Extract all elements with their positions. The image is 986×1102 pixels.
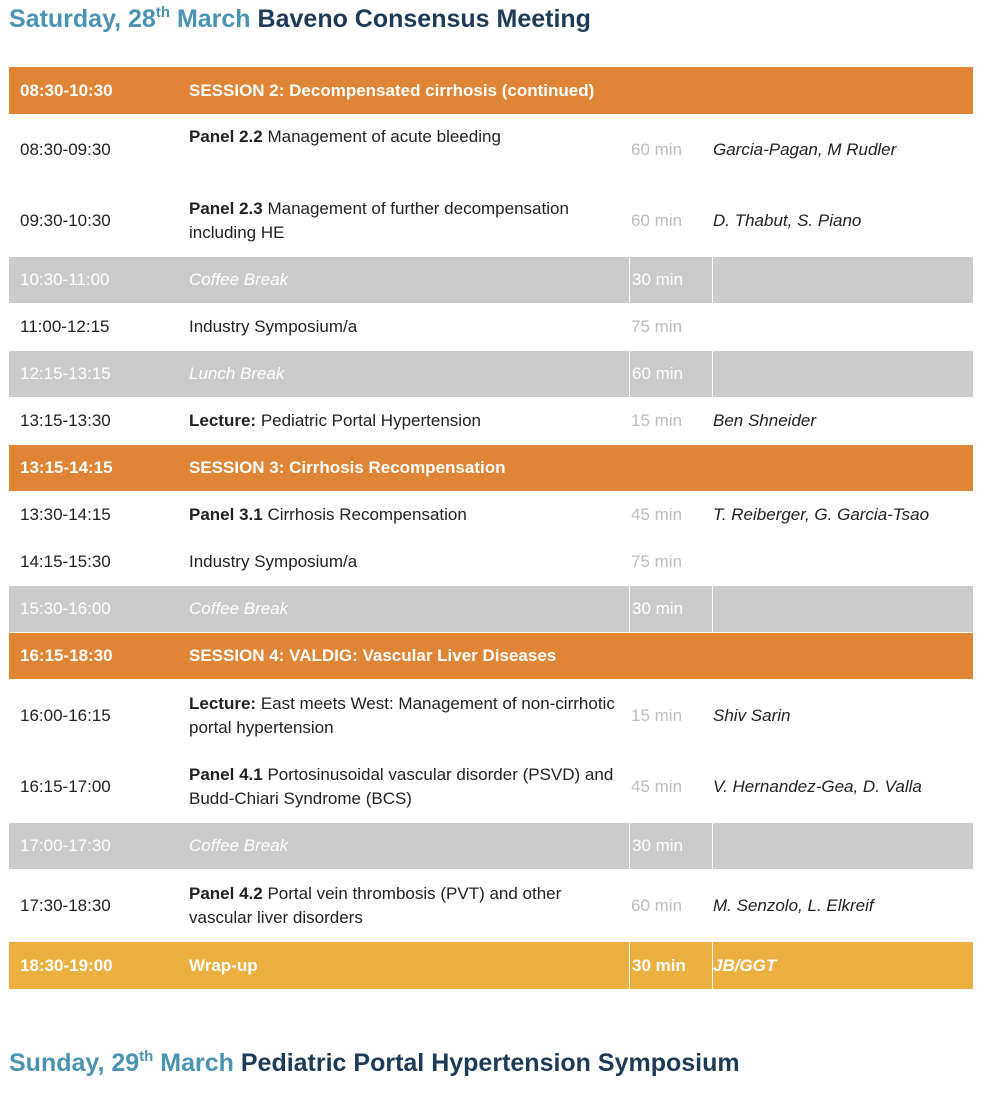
title-text: Management of further decompensation including HE <box>189 199 569 242</box>
schedule-row <box>9 680 973 752</box>
speakers-cell <box>713 870 973 941</box>
time-text: 16:00-16:15 <box>20 705 111 725</box>
speakers-cell <box>713 115 973 185</box>
speakers-cell <box>713 492 973 538</box>
duration-cell <box>631 539 711 585</box>
schedule-row <box>9 492 973 539</box>
break-row <box>9 351 973 398</box>
schedule-row <box>9 752 973 823</box>
time-cell <box>20 398 185 444</box>
time-cell <box>20 823 185 869</box>
speakers-cell <box>713 67 973 114</box>
duration-text: 30 min <box>632 836 684 855</box>
heading-event-title: Pediatric Portal Hypertension Symposium <box>240 1049 740 1077</box>
schedule-row <box>9 539 973 586</box>
title-cell <box>189 186 619 256</box>
duration-text: 30 min <box>632 599 684 618</box>
schedule-row <box>9 870 973 942</box>
title-text: Wrap-up <box>189 955 258 975</box>
title-cell <box>189 633 619 679</box>
wrap-up-row <box>9 942 973 990</box>
time-text: 08:30-09:30 <box>20 140 111 159</box>
duration-cell <box>629 942 713 989</box>
duration-cell <box>631 67 711 114</box>
duration-text: 15 min <box>631 411 683 430</box>
heading-day: Sunday, 29 <box>9 1049 140 1077</box>
duration-cell <box>629 351 713 397</box>
title-text: East meets West: Management of non-cirrhotic portal hypertension <box>189 693 615 737</box>
duration-cell <box>629 586 713 632</box>
title-text: Portosinusoidal vascular disorder (PSVD) and Budd-Chiari Syndrome (BCS) <box>189 765 614 808</box>
speakers-cell <box>713 398 973 444</box>
title-cell <box>189 257 619 303</box>
time-text: 17:00-17:30 <box>20 836 111 855</box>
speakers-cell <box>713 823 973 869</box>
title-text: SESSION 4: VALDIG: Vascular Liver Diseases <box>189 646 557 665</box>
schedule-row <box>9 304 973 351</box>
break-row <box>9 586 973 633</box>
time-text: 10:30-11:00 <box>20 270 110 289</box>
heading-event-title: Baveno Consensus Meeting <box>257 5 591 33</box>
time-cell <box>20 539 185 585</box>
heading-day: Saturday, 28 <box>9 5 156 33</box>
speakers-cell <box>713 186 973 256</box>
session-header-row <box>9 633 973 680</box>
speakers-cell <box>713 304 973 350</box>
schedule-table <box>9 67 973 990</box>
title-cell <box>189 351 619 397</box>
duration-cell <box>631 492 711 538</box>
title-prefix: Panel 3.1 <box>189 505 263 524</box>
speakers-cell <box>713 351 973 397</box>
time-text: 12:15-13:15 <box>20 364 111 383</box>
speakers-text: T. Reiberger, G. Garcia-Tsao <box>713 505 930 524</box>
time-cell <box>20 445 185 491</box>
duration-cell <box>631 870 711 941</box>
duration-cell <box>629 823 713 869</box>
time-text: 08:30-10:30 <box>20 80 113 100</box>
speakers-cell <box>713 445 973 491</box>
duration-cell <box>631 186 711 256</box>
duration-text: 30 min <box>632 955 686 975</box>
speakers-cell <box>713 633 973 679</box>
time-cell <box>20 257 185 303</box>
title-prefix: Panel 2.3 <box>189 199 263 218</box>
duration-text: 45 min <box>631 777 683 796</box>
duration-text: 60 min <box>632 364 684 383</box>
schedule-row <box>9 115 973 186</box>
time-cell <box>20 586 185 632</box>
duration-cell <box>631 680 711 751</box>
title-cell <box>189 398 619 444</box>
time-cell <box>20 680 185 751</box>
time-cell <box>20 870 185 941</box>
title-cell <box>189 823 619 869</box>
duration-text: 60 min <box>631 211 683 230</box>
duration-cell <box>631 445 711 491</box>
title-text: Coffee Break <box>189 836 289 855</box>
title-cell <box>189 680 619 751</box>
duration-cell <box>631 633 711 679</box>
heading-day-suffix: th <box>139 1048 154 1065</box>
title-text: Pediatric Portal Hypertension <box>260 411 481 430</box>
time-cell <box>20 942 185 989</box>
session-header-row <box>9 445 973 492</box>
speakers-cell <box>713 680 973 751</box>
title-prefix: Panel 4.1 <box>189 765 263 784</box>
duration-text: 75 min <box>631 552 683 571</box>
duration-cell <box>631 398 711 444</box>
time-text: 13:30-14:15 <box>20 505 111 524</box>
duration-cell <box>631 115 711 185</box>
session-header-row <box>9 67 973 115</box>
title-cell <box>189 586 619 632</box>
speakers-text: M. Senzolo, L. Elkreif <box>713 895 874 915</box>
break-row <box>9 823 973 870</box>
title-text: Coffee Break <box>189 599 289 618</box>
duration-cell <box>631 304 711 350</box>
time-text: 18:30-19:00 <box>20 955 113 975</box>
title-cell <box>189 67 619 114</box>
speakers-cell <box>713 752 973 822</box>
time-cell <box>20 186 185 256</box>
title-text: SESSION 2: Decompensated cirrhosis (continued) <box>189 80 595 100</box>
duration-text: 45 min <box>631 505 683 524</box>
speakers-text: V. Hernandez-Gea, D. Valla <box>713 777 922 796</box>
title-prefix: Lecture: <box>189 693 257 713</box>
time-cell <box>20 304 185 350</box>
title-text: SESSION 3: Cirrhosis Recompensation <box>189 458 506 477</box>
heading-day-suffix: th <box>155 4 170 21</box>
heading-month: March <box>170 5 251 33</box>
break-row <box>9 257 973 304</box>
time-cell <box>20 752 185 822</box>
title-cell <box>189 539 619 585</box>
time-cell <box>20 492 185 538</box>
speakers-cell <box>713 257 973 303</box>
time-cell <box>20 67 185 114</box>
speakers-text: Shiv Sarin <box>713 705 791 725</box>
schedule-row <box>9 398 973 445</box>
title-cell <box>189 492 619 538</box>
time-cell <box>20 115 185 185</box>
speakers-cell <box>713 942 973 989</box>
title-text: Cirrhosis Recompensation <box>267 505 467 524</box>
time-text: 11:00-12:15 <box>20 317 110 336</box>
title-text: Industry Symposium/a <box>189 552 358 571</box>
time-text: 13:15-14:15 <box>20 458 113 477</box>
speakers-text: JB/GGT <box>713 955 777 975</box>
time-cell <box>20 351 185 397</box>
title-cell <box>189 870 619 941</box>
title-text: Coffee Break <box>189 270 289 289</box>
duration-cell <box>629 257 713 303</box>
time-text: 17:30-18:30 <box>20 895 111 915</box>
time-text: 16:15-17:00 <box>20 777 111 796</box>
title-text: Management of acute bleeding <box>267 127 501 146</box>
title-text: Industry Symposium/a <box>189 317 358 336</box>
time-text: 13:15-13:30 <box>20 411 111 430</box>
time-text: 09:30-10:30 <box>20 211 111 230</box>
speakers-text: Ben Shneider <box>713 411 817 430</box>
title-cell <box>189 115 619 185</box>
speakers-cell <box>713 539 973 585</box>
title-text: Lunch Break <box>189 364 285 383</box>
duration-text: 30 min <box>632 270 684 289</box>
time-text: 15:30-16:00 <box>20 599 111 618</box>
day-heading-sunday <box>9 1048 740 1078</box>
title-prefix: Lecture: <box>189 411 257 430</box>
duration-text: 15 min <box>631 705 683 725</box>
time-text: 14:15-15:30 <box>20 552 111 571</box>
speakers-cell <box>713 586 973 632</box>
time-cell <box>20 633 185 679</box>
title-cell <box>189 752 619 822</box>
duration-text: 75 min <box>631 317 683 336</box>
speakers-text: Garcia-Pagan, M Rudler <box>713 140 897 159</box>
time-text: 16:15-18:30 <box>20 646 113 665</box>
day-heading-saturday <box>9 4 591 34</box>
title-cell <box>189 304 619 350</box>
title-cell <box>189 445 619 491</box>
duration-text: 60 min <box>631 140 683 159</box>
heading-month: March <box>153 1049 234 1077</box>
title-prefix: Panel 2.2 <box>189 127 263 146</box>
duration-cell <box>631 752 711 822</box>
speakers-text: D. Thabut, S. Piano <box>713 211 862 230</box>
schedule-row <box>9 186 973 257</box>
title-cell <box>189 942 619 989</box>
title-prefix: Panel 4.2 <box>189 883 263 903</box>
title-text: Portal vein thrombosis (PVT) and other vascular liver disorders <box>189 883 562 927</box>
duration-text: 60 min <box>631 895 683 915</box>
